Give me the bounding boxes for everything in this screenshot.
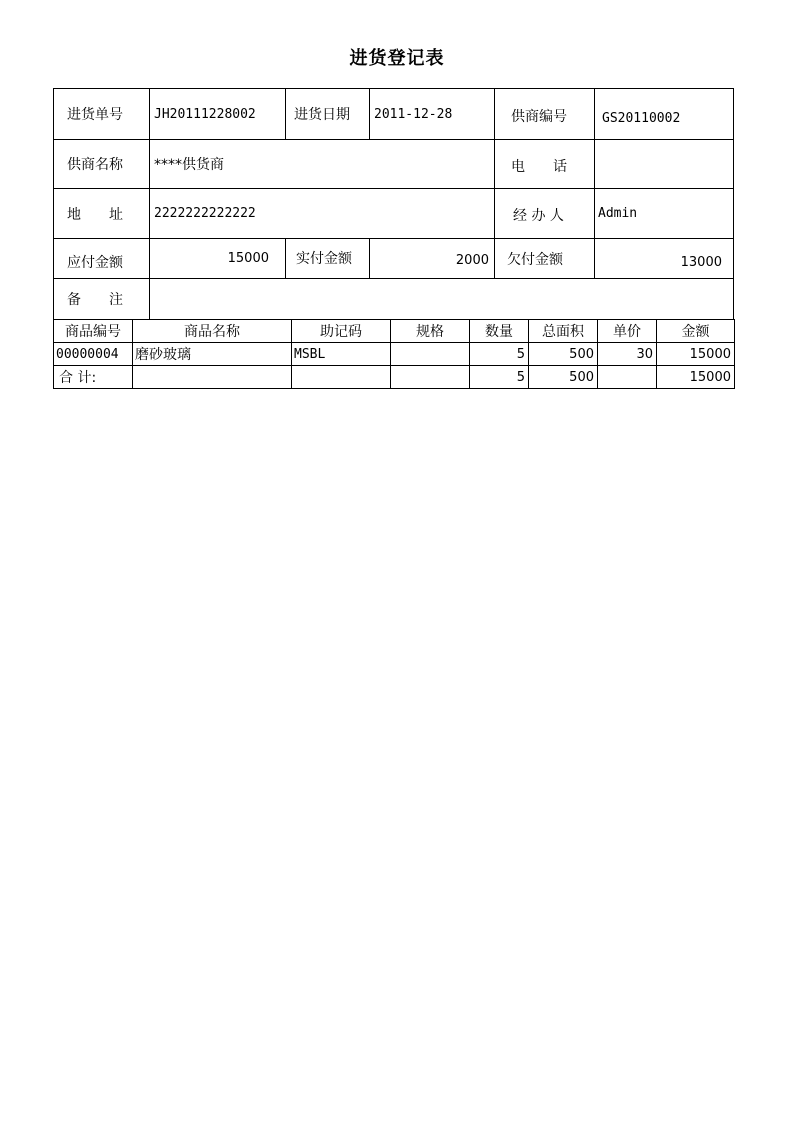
item-mnemonic-cell: MSBL [292, 343, 391, 366]
table-header-row [54, 320, 735, 343]
column-header: 规格 [391, 320, 470, 343]
address-label: 地 址 [54, 189, 150, 239]
total-quantity-cell: 5 [470, 366, 529, 389]
date-value: 2011-12-28 [370, 89, 495, 140]
item-code-cell: 00000004 [54, 343, 133, 366]
items-table [53, 319, 735, 389]
page-title: 进货登记表 [349, 48, 445, 69]
total-amount-cell: 15000 [657, 366, 735, 389]
paid-label: 实付金额 [286, 239, 370, 279]
item-name-cell: 磨砂玻璃 [133, 343, 292, 366]
order-no-value: JH20111228002 [150, 89, 286, 140]
supplier-name-value: ****供货商 [150, 140, 495, 189]
item-amount-cell: 15000 [657, 343, 735, 366]
supplier-name-label: 供商名称 [54, 140, 150, 189]
supplier-no-value: GS20110002 [595, 89, 734, 140]
item-price-cell: 30 [598, 343, 657, 366]
column-header: 商品编号 [54, 320, 133, 343]
column-header: 总面积 [529, 320, 598, 343]
handler-label: 经 办 人 [495, 189, 595, 239]
total-area-cell: 500 [529, 366, 598, 389]
total-row [54, 366, 735, 389]
order-no-label: 进货单号 [54, 89, 150, 140]
owed-label: 欠付金额 [495, 239, 595, 279]
supplier-no-label: 供商编号 [495, 89, 595, 140]
table-row [54, 343, 735, 366]
address-value: 2222222222222 [150, 189, 495, 239]
date-label: 进货日期 [286, 89, 370, 140]
header-form [53, 88, 734, 319]
remark-value [150, 279, 734, 320]
total-price-cell [598, 366, 657, 389]
column-header: 金额 [657, 320, 735, 343]
payable-value: 15000 [150, 239, 286, 279]
item-quantity-cell: 5 [470, 343, 529, 366]
owed-value: 13000 [595, 239, 734, 279]
total-empty-cell [391, 366, 470, 389]
phone-value [595, 140, 734, 189]
phone-label: 电 话 [495, 140, 595, 189]
total-empty-cell [292, 366, 391, 389]
total-empty-cell [133, 366, 292, 389]
handler-value: Admin [595, 189, 734, 239]
total-label-cell: 合 计: [54, 366, 133, 389]
item-spec-cell [391, 343, 470, 366]
payable-label: 应付金额 [54, 239, 150, 279]
remark-label: 备 注 [54, 279, 150, 320]
column-header: 单价 [598, 320, 657, 343]
item-area-cell: 500 [529, 343, 598, 366]
column-header: 助记码 [292, 320, 391, 343]
column-header: 商品名称 [133, 320, 292, 343]
paid-value: 2000 [370, 239, 495, 279]
column-header: 数量 [470, 320, 529, 343]
